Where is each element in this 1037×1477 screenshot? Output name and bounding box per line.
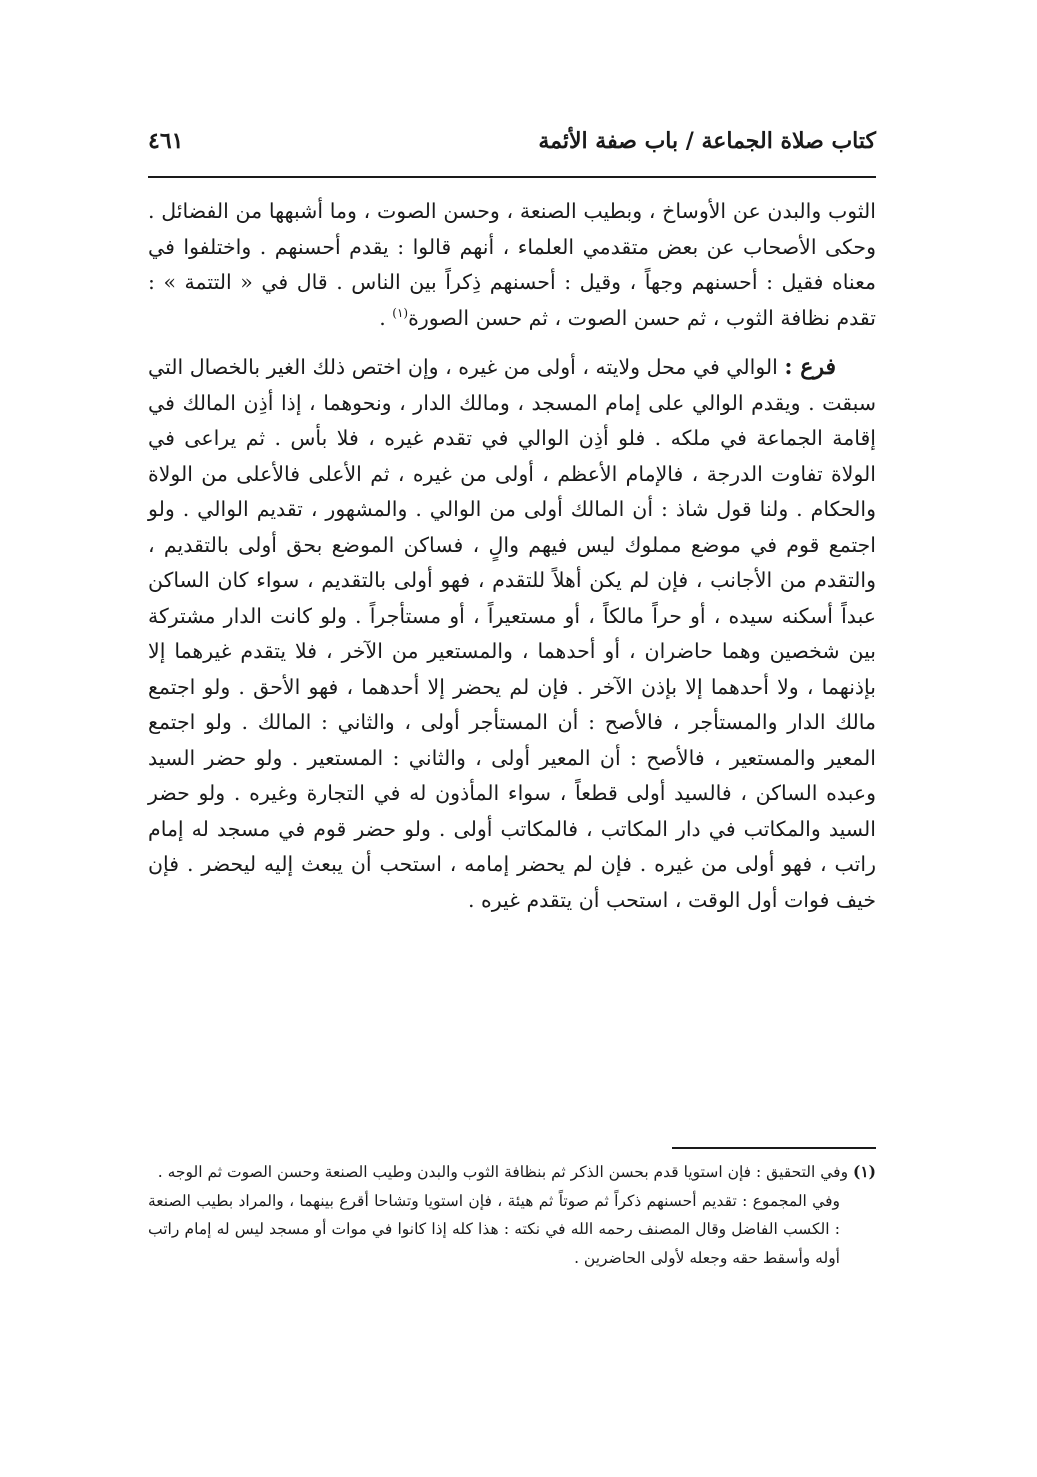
paragraph-1 <box>148 194 876 336</box>
footnote-1-continuation: وفي المجموع : تقديم أحسنهم ذكراً ثم صوتاً ثم هيئة ، فإن استويا وتشاحا أقرع بينهما ، والمراد بطيب الصنعة : الكسب الفاضل وقال المصنف رحمه الله في نكته : هذا كله إذا كانوا في موات أو مسجد ليس له إمام راتب أوله وأسقط حقه وجعله لأولى الحاضرين . <box>148 1191 840 1267</box>
running-header <box>148 128 876 168</box>
header-rule <box>148 176 876 178</box>
footnote-1-text: وفي التحقيق : فإن استويا قدم بحسن الذكر ثم بنظافة الثوب والبدن وطيب الصنعة وحسن الصوت ثم الوجه . <box>157 1163 853 1181</box>
main-text <box>148 194 876 918</box>
running-title: كتاب صلاة الجماعة / باب صفة الأئمة <box>538 128 876 154</box>
paragraph-1-text: الثوب والبدن عن الأوساخ ، وبطيب الصنعة ، وحسن الصوت ، وما أشبهها من الفضائل . وحكى الأصحاب عن بعض متقدمي العلماء ، أنهم قالوا : يقدم أحسنهم . واختلفوا في معناه فقيل : أحسنهم وجهاً ، وقيل : أحسنهم ذِكراً بين الناس . قال في « التتمة » : تقدم نظافة الثوب ، ثم حسن الصوت ، ثم حسن الصورة <box>148 199 876 330</box>
paragraph-2-text: الوالي في محل ولايته ، أولى من غيره ، وإن اختص ذلك الغير بالخصال التي سبقت . ويقدم الوالي على إمام المسجد ، ومالك الدار ، ونحوهما ، إذا أذِن المالك في إقامة الجماعة في ملكه . فلو أذِن الوالي في تقدم غيره ، فلا بأس . ثم يراعى في الولاة تفاوت الدرجة ، فالإمام الأعظم ، أولى من غيره ، ثم الأعلى فالأعلى من الولاة والحكام . ولنا قول شاذ : أن المالك أولى من الوالي . والمشهور ، تقديم الوالي . ولو اجتمع قوم في موضع مملوك ليس فيهم والٍ ، فساكن الموضع بحق أولى بالتقديم ، والتقدم من الأجانب ، فإن لم يكن أهلاً للتقدم ، فهو أولى بالتقديم ، سواء كان الساكن عبداً أسكنه سيده ، أو حراً مالكاً ، أو مستعيراً ، أو مستأجراً . ولو كانت الدار مشتركة بين شخصين وهما حاضران ، أو أحدهما ، والمستعير من الآخر ، فلا يتقدم غيرهما إلا بإذنهما ، ولا أحدهما إلا بإذن الآخر . فإن لم يحضر إلا أحدهما ، فهو الأحق . ولو اجتمع مالك الدار والمستأجر ، فالأصح : أن المستأجر أولى ، والثاني : المالك . ولو اجتمع المعير والمستعير ، فالأصح : أن المعير أولى ، والثاني : المستعير . ولو حضر السيد وعبده الساكن ، فالسيد أولى قطعاً ، سواء المأذون له في التجارة وغيره . ولو حضر السيد والمكاتب في دار المكاتب ، فالمكاتب أولى . ولو حضر قوم في مسجد له إمام راتب ، فهو أولى من غيره . فإن لم يحضر إمامه ، استحب أن يبعث إليه ليحضر . فإن خيف فوات أول الوقت ، استحب أن يتقدم غيره . <box>148 355 876 912</box>
page-header-area <box>148 128 876 168</box>
footnote-ref-1[interactable]: (١) <box>392 305 409 320</box>
footnote-1 <box>148 1158 876 1187</box>
paragraph-1-end: . <box>379 305 393 330</box>
footnote-rule <box>672 1147 876 1149</box>
footnotes <box>148 1158 876 1272</box>
paragraph-2 <box>148 350 876 918</box>
footnote-1-number: (١) <box>852 1162 876 1181</box>
page-number: ٤٦١ <box>148 128 184 154</box>
section-lead-far: فرع : <box>784 354 836 380</box>
